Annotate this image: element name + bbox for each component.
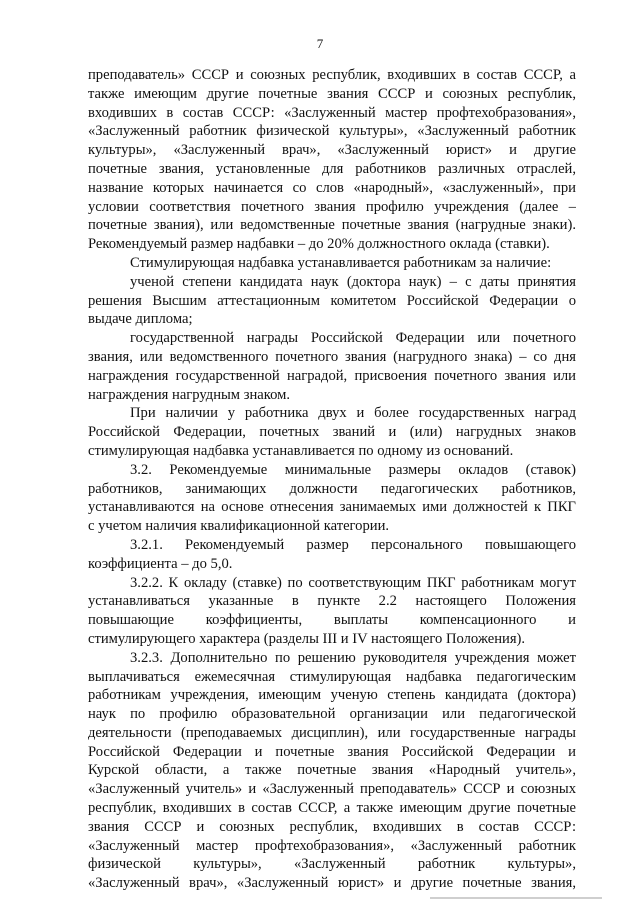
- text-line: звания СССР и союзных республик, входивших в состав СССР:: [88, 818, 576, 835]
- page-number: 7: [316, 36, 324, 51]
- text-line: условии соответствия почетного звания профилю учреждения (далее –: [88, 198, 576, 215]
- text-line: устанавливаются на основе отнесения занимаемых ими должностей к ПКГ: [88, 499, 576, 516]
- document-body: [88, 66, 576, 893]
- text-line: государственной награды Российской Федерации или почетного: [130, 330, 576, 347]
- text-line: «Заслуженный врач», «Заслуженный юрист» и другие почетные звания,: [88, 875, 576, 892]
- text-line: стимулирующая надбавка устанавливается по одному из оснований.: [88, 442, 514, 459]
- text-line: стимулирующего характера (разделы III и IV настоящего Положения).: [88, 630, 526, 647]
- text-line: Курской области, а также почетные звания «Народный учитель»,: [88, 762, 576, 779]
- text-line: 3.2.2. К окладу (ставке) по соответствующим ПКГ работникам могут: [130, 574, 576, 591]
- text-line: наук по профилю образовательной организации или педагогической: [88, 706, 576, 723]
- text-line: награждения государственной наградой, присвоения почетного звания или: [88, 367, 576, 384]
- text-line: награждения нагрудным знаком.: [88, 386, 290, 403]
- text-line: название которых начинается со слов «народный», «заслуженный», при: [88, 179, 576, 196]
- text-line: физической культуры», «Заслуженный работник культуры»,: [88, 856, 576, 873]
- bottom-edge-mark: [430, 897, 602, 899]
- text-line: повышающие коэффициенты, выплаты компенсационного и: [88, 612, 576, 629]
- text-line: работников, занимающих должности педагогических работников,: [88, 480, 576, 497]
- text-line: звания, или ведомственного почетного звания (нагрудного знака) – со дня: [88, 348, 576, 365]
- text-line: с учетом наличия квалификационной категории.: [88, 518, 390, 535]
- text-line: преподаватель» СССР и союзных республик, входивших в состав СССР, а: [88, 67, 576, 83]
- text-line: При наличии у работника двух и более государственных наград: [130, 405, 576, 422]
- text-line: решения Высшим аттестационным комитетом Российской Федерации о: [88, 292, 576, 309]
- text-line: республик, входивших в состав СССР, а также имеющим другие почетные: [88, 800, 576, 817]
- text-line: ученой степени кандидата наук (доктора наук) – с даты принятия: [130, 273, 576, 290]
- text-line: Рекомендуемый размер надбавки – до 20% должностного оклада (ставки).: [88, 236, 550, 253]
- text-line: коэффициента – до 5,0.: [88, 555, 233, 572]
- text-line: 3.2.1. Рекомендуемый размер персонального повышающего: [130, 536, 576, 553]
- text-line: «Заслуженный работник физической культуры», «Заслуженный работник: [88, 123, 576, 140]
- text-line: устанавливаться указанные в пункте 2.2 настоящего Положения: [88, 593, 576, 610]
- text-line: «Заслуженный учитель» и «Заслуженный преподаватель» СССР и союзных: [88, 781, 576, 798]
- text-line: Российской Федерации и почетные звания Российской Федерации и: [88, 743, 576, 760]
- text-line: работникам учреждения, имеющим ученую степень кандидата (доктора): [88, 687, 576, 704]
- text-line: «Заслуженный мастер профтехобразования», «Заслуженный работник: [88, 837, 576, 854]
- text-line: почетные звания), или ведомственные почетные звания (нагрудные знаки).: [88, 217, 576, 234]
- text-line: Российской Федерации, почетных званий и (или) нагрудных знаков: [88, 424, 576, 441]
- text-line: входивших в состав СССР: «Заслуженный мастер профтехобразования»,: [88, 104, 576, 121]
- text-line: 3.2. Рекомендуемые минимальные размеры окладов (ставок): [130, 461, 576, 478]
- text-line: выдаче диплома;: [88, 311, 193, 328]
- text-line: почетные звания, установленные для работников различных отраслей,: [88, 160, 576, 177]
- text-line: Стимулирующая надбавка устанавливается работникам за наличие:: [130, 254, 552, 271]
- text-line: деятельности (преподаваемых дисциплин), или государственные награды: [88, 724, 576, 741]
- text-line: также имеющим другие почетные звания СССР и союзных республик,: [88, 85, 576, 102]
- text-line: культуры», «Заслуженный врач», «Заслуженный юрист» и другие: [88, 142, 576, 159]
- text-line: 3.2.3. Дополнительно по решению руководителя учреждения может: [130, 649, 576, 666]
- text-line: выплачиваться ежемесячная стимулирующая надбавка педагогическим: [88, 668, 576, 685]
